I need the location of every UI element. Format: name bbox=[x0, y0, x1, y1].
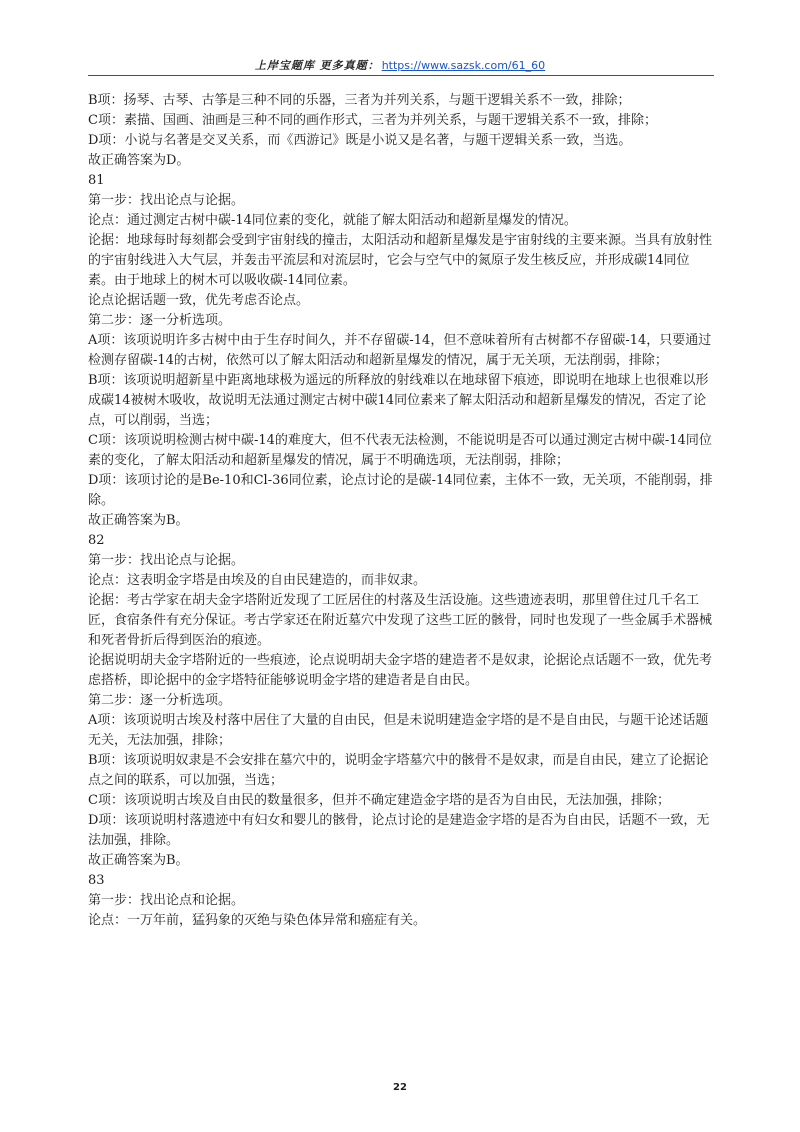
page-header bbox=[0, 57, 800, 73]
paragraph: D项：该项说明村落遗迹中有妇女和婴儿的骸骨，论点讨论的是建造金字塔的是否为自由民，话题不一致，无法加强，排除。 bbox=[88, 813, 710, 848]
paragraph: 第一步：找出论点与论据。 bbox=[88, 193, 245, 208]
paragraph: 故正确答案为B。 bbox=[88, 513, 189, 528]
paragraph: 故正确答案为B。 bbox=[88, 853, 189, 868]
paragraph: C项：该项说明古埃及自由民的数量很多，但并不确定建造金字塔的是否为自由民，无法加强，排除； bbox=[88, 793, 670, 808]
paragraph: 论点：一万年前，猛犸象的灭绝与染色体异常和癌症有关。 bbox=[88, 913, 427, 928]
paragraph: 论据说明胡夫金字塔附近的一些痕迹，论点说明胡夫金字塔的建造者不是奴隶，论据论点话题不一致，优先考虑搭桥，即论据中的金字塔特征能够说明金字塔的建造者是自由民。 bbox=[88, 653, 713, 688]
paragraph: 第二步：逐一分析选项。 bbox=[88, 313, 232, 328]
paragraph: C项：该项说明检测古树中碳-14的难度大，但不代表无法检测，不能说明是否可以通过测定古树中碳-14同位素的变化，了解太阳活动和超新星爆发的情况，属于不明确选项，无法削弱，排除； bbox=[88, 433, 712, 468]
paragraph: D项：小说与名著是交叉关系，而《西游记》既是小说又是名著，与题干逻辑关系一致，当选。 bbox=[88, 133, 632, 148]
paragraph: 第一步：找出论点与论据。 bbox=[88, 553, 245, 568]
paragraph: 论点：这表明金字塔是由埃及的自由民建造的，而非奴隶。 bbox=[88, 573, 427, 588]
question-number: 81 bbox=[88, 173, 105, 188]
page-number: 22 bbox=[393, 1082, 407, 1093]
paragraph: 论据：考古学家在胡夫金字塔附近发现了工匠居住的村落及生活设施。这些遗迹表明，那里曾住过几千名工匠，食宿条件有充分保证。考古学家还在附近墓穴中发现了这些工匠的骸骨，同时也发现了一些金属手术器械和死者骨折后得到医治的痕迹。 bbox=[88, 593, 713, 648]
header-divider bbox=[88, 75, 714, 76]
paragraph: 故正确答案为D。 bbox=[88, 153, 190, 168]
paragraph: A项：该项说明古埃及村落中居住了大量的自由民，但是未说明建造金字塔的是不是自由民，与题干论述话题无关，无法加强，排除； bbox=[88, 713, 709, 748]
paragraph: 第一步：找出论点和论据。 bbox=[88, 893, 245, 908]
question-number: 83 bbox=[88, 873, 105, 888]
paragraph: C项：素描、国画、油画是三种不同的画作形式，三者为并列关系，与题干逻辑关系不一致，排除； bbox=[88, 113, 657, 128]
paragraph: B项：扬琴、古琴、古筝是三种不同的乐器，三者为并列关系，与题干逻辑关系不一致，排除； bbox=[88, 93, 631, 108]
document-body bbox=[88, 91, 714, 931]
paragraph: 论据：地球每时每刻都会受到宇宙射线的撞击，太阳活动和超新星爆发是宇宙射线的主要来源。当具有放射性的宇宙射线进入大气层，并轰击平流层和对流层时，它会与空气中的氮原子发生核反应，并形成碳14同位素。由于地球上的树木可以吸收碳-14同位素。 bbox=[88, 233, 713, 288]
paragraph: A项：该项说明许多古树中由于生存时间久，并不存留碳-14，但不意味着所有古树都不存留碳-14，只要通过检测存留碳-14的古树，依然可以了解太阳活动和超新星爆发的情况，属于无关项，无法削弱，排除； bbox=[88, 333, 712, 368]
paragraph: 第二步：逐一分析选项。 bbox=[88, 693, 232, 708]
paragraph: D项：该项讨论的是Be-10和Cl-36同位素，论点讨论的是碳-14同位素，主体不一致，无关项，不能削弱，排除。 bbox=[88, 473, 713, 508]
paragraph: 论点论据话题一致，优先考虑否论点。 bbox=[88, 293, 310, 308]
header-brand: 上岸宝题库 更多真题： bbox=[254, 59, 380, 72]
paragraph: B项：该项说明奴隶是不会安排在墓穴中的，说明金字塔墓穴中的骸骨不是奴隶，而是自由民，建立了论据论点之间的联系，可以加强，当选； bbox=[88, 753, 709, 788]
header-link[interactable]: https://www.sazsk.com/61_60 bbox=[381, 59, 546, 72]
paragraph: 论点：通过测定古树中碳-14同位素的变化，就能了解太阳活动和超新星爆发的情况。 bbox=[88, 213, 577, 228]
question-number: 82 bbox=[88, 533, 105, 548]
paragraph: B项：该项说明超新星中距离地球极为遥远的所释放的射线难以在地球留下痕迹，即说明在地球上也很难以形成碳14被树木吸收，故说明无法通过测定古树中碳14同位素来了解太阳活动和超新星爆发的情况，否定了论点，可以削弱，当选； bbox=[88, 373, 709, 428]
